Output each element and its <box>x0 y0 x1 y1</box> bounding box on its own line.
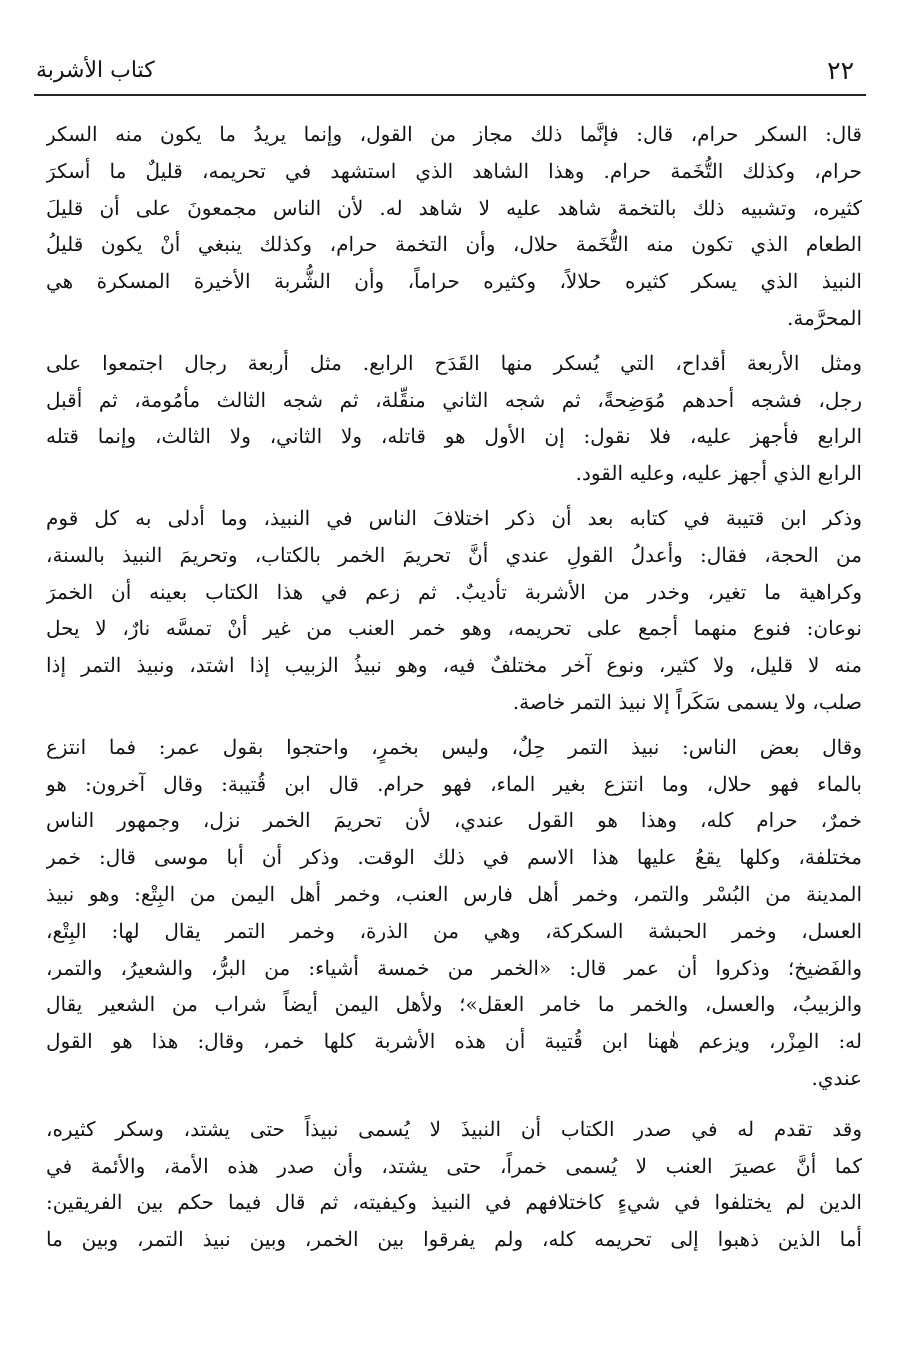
text-line: النبيذ الذي يسكر كثيره حلالاً، وكثيره حراماً، وأن الشُّربة الأخيرة المسكرة هي <box>46 269 862 294</box>
header-rule <box>34 94 866 96</box>
text-line: خمرٌ، حرام كله، وهذا هو القول عندي، لأن تحريمَ الخمر نزل، وجمهور الناس <box>46 808 862 833</box>
page-number: ٢٢ <box>827 56 854 85</box>
paragraph <box>46 500 862 721</box>
text-line: الطعام الذي تكون منه التُّخَمة حلال، وأن التخمة حرام، وكذلك ينبغي أنْ يكون قليلُ <box>46 232 862 257</box>
text-line: وقال بعض الناس: نبيذ التمر حِلٌ، وليس بخمرٍ، واحتجوا بقول عمر: فما انتزع <box>46 734 862 759</box>
text-line: من الحجة، فقال: وأعدلُ القولِ عندي أنَّ تحريمَ الخمر بالكتاب، وتحريمَ النبيذ بالسنة، <box>46 542 862 567</box>
text-line: كما أنَّ عصيرَ العنب لا يُسمى خمراً، حتى يشتد، وأن صدر هذه الأمة، والأئمة في <box>46 1153 862 1178</box>
text-line: له: المِزْر، ويزعم هٰهنا ابن قُتيبة أن هذه الأشربة كلها خمر، وقال: هذا هو القول <box>46 1029 862 1054</box>
text-line: وقد تقدم له في صدر الكتاب أن النبيذَ لا يُسمى نبيذاً حتى يشتد، وسكر كثيره، <box>46 1116 862 1141</box>
body-text <box>46 116 862 1266</box>
text-line: الرابع الذي أجهز عليه، وعليه القود. <box>575 461 862 486</box>
text-line: والزبيبُ، والعسل، والخمر ما خامر العقل»؛ ولأهل اليمن أيضاً شراب من الشعير يقال <box>46 992 862 1017</box>
book-title: كتاب الأشربة <box>36 58 155 83</box>
text-line: حرام، وكذلك التُّخَمة حرام. وهذا الشاهد الذي استشهد في تحريمه، قليلٌ ما أسكرَ <box>46 158 862 183</box>
text-line: مختلفة، وكلها يقعُ عليها هذا الاسم في ذلك الوقت. وذكر أن أبا موسى قال: خمر <box>46 845 862 870</box>
text-line: نوعان: فنوع منهما أجمع على تحريمه، وهو خمر العنب من غير أنْ تمسَّه نارٌ، لا يحل <box>46 616 862 641</box>
paragraph <box>46 345 862 492</box>
paragraph <box>46 116 862 337</box>
text-line: منه لا قليل، ولا كثير، ونوع آخر مختلفٌ فيه، وهو نبيذُ الزبيب إذا اشتد، ونبيذ التمر إذا <box>46 653 862 678</box>
text-line: عندي. <box>811 1065 862 1090</box>
text-line: وكراهية ما تغير، وخدر من الأشربة تأديبٌ. ثم زعم في هذا الكتاب بعينه أن الخمرَ <box>46 579 862 604</box>
text-line: المدينة من البُسْر والتمر، وخمر أهل فارس العنب، وخمر أهل اليمن من البِتْع: وهو نبيذ <box>46 881 862 906</box>
text-line: أما الذين ذهبوا إلى تحريمه كله، ولم يفرقوا بين الخمر، وبين نبيذ التمر، وبين ما <box>46 1227 862 1252</box>
text-line: بالماء فهو حلال، وما انتزع بغير الماء، فهو حرام. قال ابن قُتيبة: وقال آخرون: هو <box>46 771 862 796</box>
paragraph <box>46 729 862 1097</box>
text-line: المحرَّمة. <box>787 305 862 330</box>
text-line: الرابع فأجهز عليه، فلا نقول: إن الأول هو قاتله، ولا الثاني، ولا الثالث، وإنما قتله <box>46 424 862 449</box>
running-header <box>34 52 866 92</box>
paragraph <box>46 1111 862 1258</box>
text-line: العسل، وخمر الحبشة السكركة، وهي من الذرة، وخمر التمر يقال لها: البِتْع، <box>46 918 862 943</box>
text-line: والفَضيخ؛ وذكروا أن عمر قال: «الخمر من خمسة أشياء: من البرُّ، والشعيرُ، والتمر، <box>46 955 862 980</box>
text-line: كثيره، وتشبيه ذلك بالتخمة شاهد عليه لا شاهد له. لأن الناس مجمعونَ على أن قليلَ <box>46 195 862 220</box>
text-line: الدين لم يختلفوا في شيءٍ كاختلافهم في النبيذ وكيفيته، ثم قال فيما حكم بين الفريقين: <box>46 1190 862 1215</box>
text-line: صلب، ولا يسمى سَكَراً إلا نبيذ التمر خاصة. <box>512 689 862 714</box>
text-line: وذكر ابن قتيبة في كتابه بعد أن ذكر اختلافَ الناس في النبيذ، وما أدلى به كل قوم <box>46 505 862 530</box>
text-line: قال: السكر حرام، قال: فإنَّما ذلك مجاز من القول، وإنما يريدُ ما يكون منه السكر <box>46 122 862 146</box>
text-line: ومثل الأربعة أقداح، التي يُسكر منها القَدَح الرابع. مثل أربعة رجال اجتمعوا على <box>46 350 862 375</box>
text-line: رجل، فشجه أحدهم مُوَضِحةً، ثم شجه الثاني منقِّلة، ثم شجه الثالث مأمُومة، ثم أقبل <box>46 387 862 412</box>
